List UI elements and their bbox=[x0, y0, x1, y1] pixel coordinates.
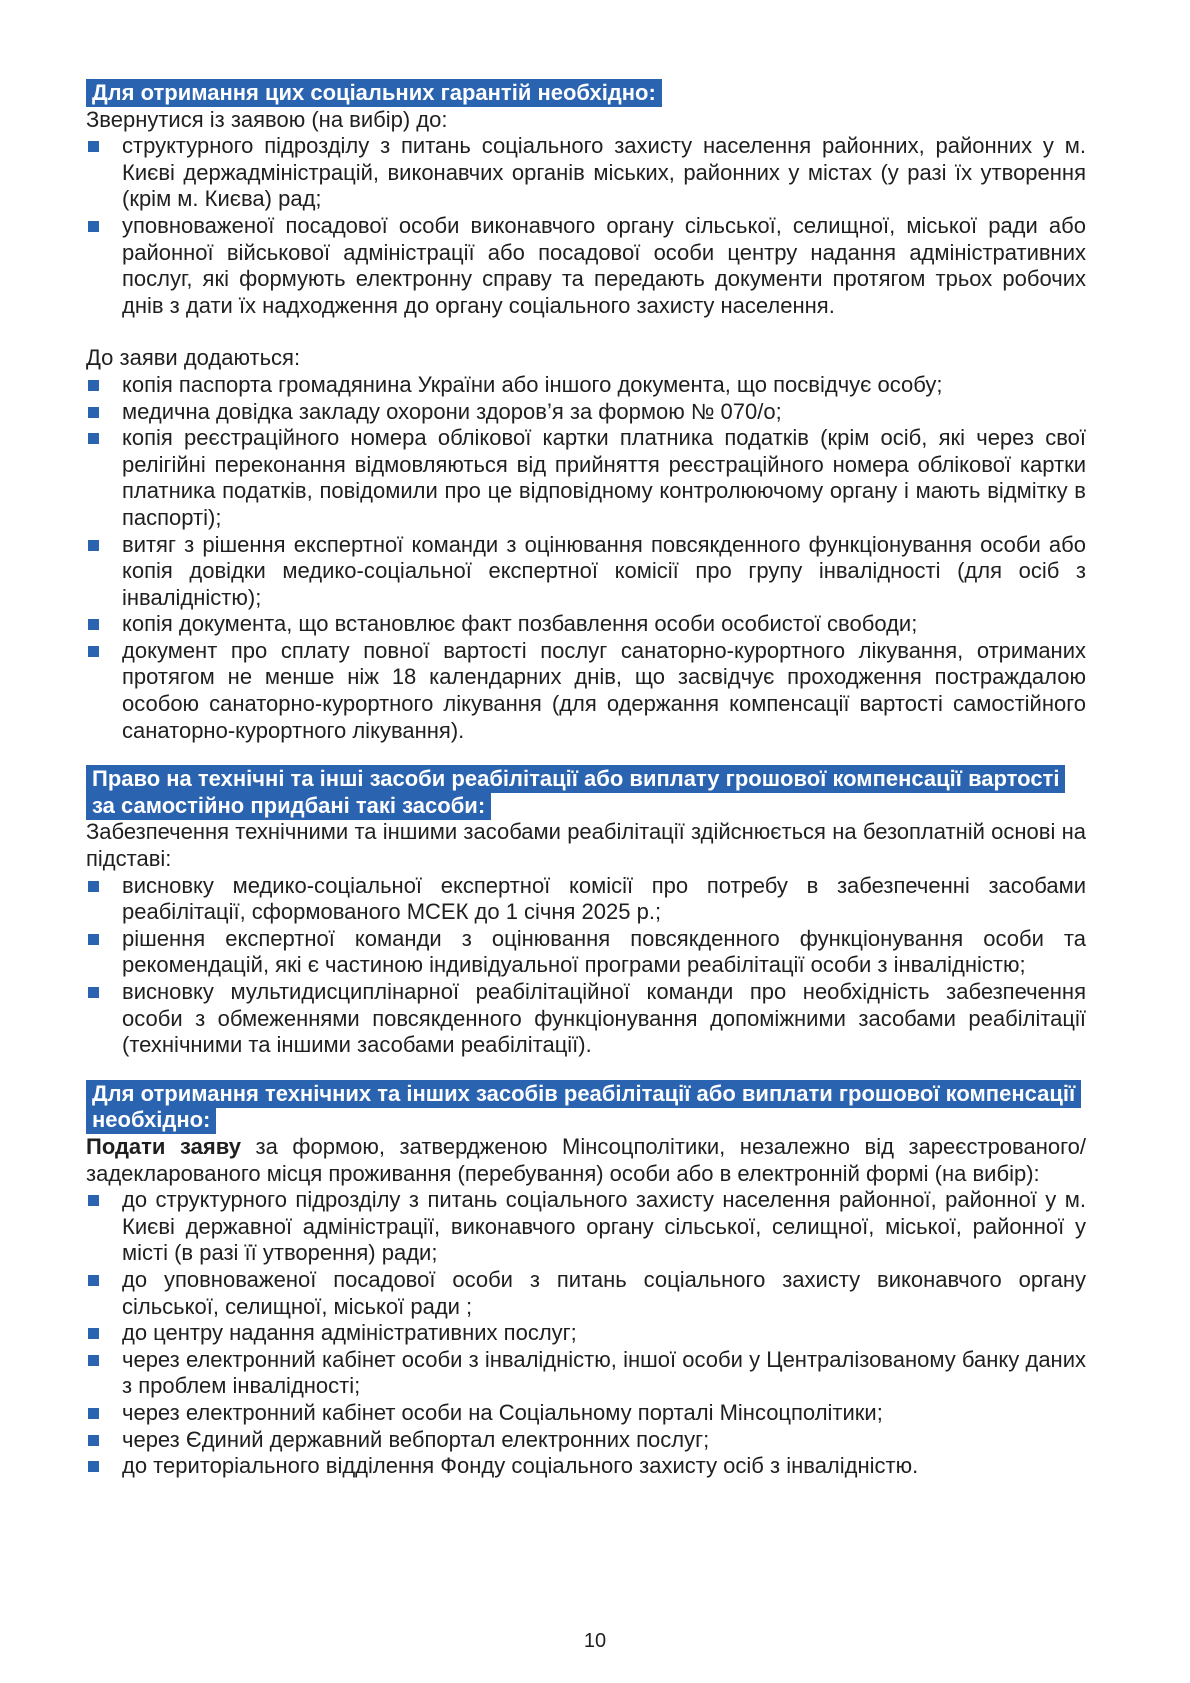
list-item: медична довідка закладу охорони здоров’я за формою № 070/о; bbox=[86, 399, 1086, 426]
list-item: до структурного підрозділу з питань соціального захисту населення районної, районної у м. Києві державної адміністрації, виконавчого органу сільської, селищної, міської, районної у місті (в разі її утворення) ради; bbox=[86, 1187, 1086, 1267]
list-item: через Єдиний державний вебпортал електронних послуг; bbox=[86, 1427, 1086, 1454]
list-item: копія реєстраційного номера облікової картки платника податків (крім осіб, які через свої релігійні переконання відмовляються від прийняття реєстраційного номера облікової картки платника податків, повідомили про це відповідному контролюючому органу і мають відмітку в паспорті); bbox=[86, 425, 1086, 531]
square-bullet-icon bbox=[88, 1328, 99, 1339]
section3-intro: Забезпечення технічними та іншими засобами реабілітації здійснюється на безоплатній основі на підставі: bbox=[86, 819, 1086, 872]
section4-list bbox=[86, 1187, 1086, 1480]
section4-intro: Подати заяву за формою, затвердженою Мінсоцполітики, незалежно від зареєстрованого/задекларованого місця проживання (перебування) особи або в електронній формі (на вибір): bbox=[86, 1133, 1086, 1186]
square-bullet-icon bbox=[88, 1435, 99, 1446]
section1-list bbox=[86, 133, 1086, 319]
square-bullet-icon bbox=[88, 221, 99, 232]
list-item: через електронний кабінет особи з інвалідністю, іншої особи у Централізованому банку даних з проблем інвалідності; bbox=[86, 1347, 1086, 1400]
list-item: копія паспорта громадянина України або іншого документа, що посвідчує особу; bbox=[86, 372, 1086, 399]
square-bullet-icon bbox=[88, 1275, 99, 1286]
square-bullet-icon bbox=[88, 619, 99, 630]
square-bullet-icon bbox=[88, 934, 99, 945]
spacer bbox=[86, 319, 1086, 345]
square-bullet-icon bbox=[88, 141, 99, 152]
square-bullet-icon bbox=[88, 433, 99, 444]
spacer bbox=[86, 744, 1086, 766]
list-item: копія документа, що встановлює факт позбавлення особи особистої свободи; bbox=[86, 611, 1086, 638]
section-heading-rehabilitation-right: Право на технічні та інші засоби реабілітації або виплату грошової компенсації вартості за самостійно придбані такі засоби: bbox=[86, 766, 1086, 819]
square-bullet-icon bbox=[88, 1461, 99, 1472]
section-heading-social-guarantees: Для отримання цих соціальних гарантій необхідно: bbox=[86, 80, 1086, 107]
spacer bbox=[86, 1059, 1086, 1081]
square-bullet-icon bbox=[88, 646, 99, 657]
square-bullet-icon bbox=[88, 540, 99, 551]
section2-intro: До заяви додаються: bbox=[86, 345, 301, 371]
section3-list bbox=[86, 873, 1086, 1059]
list-item: структурного підрозділу з питань соціального захисту населення районних, районних у м. Києві держадміністрацій, виконавчих органів міських, районних у містах (у разі їх утворення (крім м. Києва) рад; bbox=[86, 133, 1086, 213]
square-bullet-icon bbox=[88, 1408, 99, 1419]
list-item: до центру надання адміністративних послуг; bbox=[86, 1320, 1086, 1347]
square-bullet-icon bbox=[88, 1355, 99, 1366]
square-bullet-icon bbox=[88, 380, 99, 391]
section-heading-rehabilitation-procedure: Для отримання технічних та інших засобів реабілітації або виплати грошової компенсації необхідно: bbox=[86, 1081, 1086, 1134]
list-item: через електронний кабінет особи на Соціальному порталі Мінсоцполітики; bbox=[86, 1400, 1086, 1427]
list-item: висновку мультидисциплінарної реабілітаційної команди про необхідність забезпечення особи з обмеженнями повсякденного функціонування допоміжними засобами реабілітації (технічними та іншими засобами реабілітації). bbox=[86, 979, 1086, 1059]
page-number: 10 bbox=[583, 1630, 607, 1652]
square-bullet-icon bbox=[88, 407, 99, 418]
square-bullet-icon bbox=[88, 1195, 99, 1206]
intro-bold-lead: Подати заяву bbox=[86, 1133, 241, 1159]
square-bullet-icon bbox=[88, 987, 99, 998]
list-item: витяг з рішення експертної команди з оцінювання повсякденного функціонування особи або копія довідки медико-соціальної експертної комісії про групу інвалідності (для осіб з інвалідністю); bbox=[86, 532, 1086, 612]
list-item: рішення експертної команди з оцінювання повсякденного функціонування особи та рекомендацій, які є частиною індивідуальної програми реабілітації особи з інвалідністю; bbox=[86, 926, 1086, 979]
section2-list bbox=[86, 372, 1086, 744]
section1-intro: Звернутися із заявою (на вибір) до: bbox=[86, 106, 448, 132]
list-item: уповноваженої посадової особи виконавчого органу сільської, селищної, міської ради або районної військової адміністрації або посадової особи центру надання адміністративних послуг, які формують електронну справу та передають документи протягом трьох робочих днів з дати їх надходження до органу соціального захисту населення. bbox=[86, 213, 1086, 319]
list-item: висновку медико-соціальної експертної комісії про потребу в забезпеченні засобами реабілітації, сформованого МСЕК до 1 січня 2025 р.; bbox=[86, 873, 1086, 926]
document-page bbox=[86, 80, 1086, 1480]
list-item: до територіального відділення Фонду соціального захисту осіб з інвалідністю. bbox=[86, 1453, 1086, 1480]
list-item: до уповноваженої посадової особи з питань соціального захисту виконавчого органу сільської, селищної, міської ради ; bbox=[86, 1267, 1086, 1320]
list-item: документ про сплату повної вартості послуг санаторно-курортного лікування, отриманих протягом не менше ніж 18 календарних днів, що засвідчує проходження постраждалою особою санаторно-курортного лікування (для одержання компенсації вартості самостійного санаторно-курортного лікування). bbox=[86, 638, 1086, 744]
square-bullet-icon bbox=[88, 881, 99, 892]
